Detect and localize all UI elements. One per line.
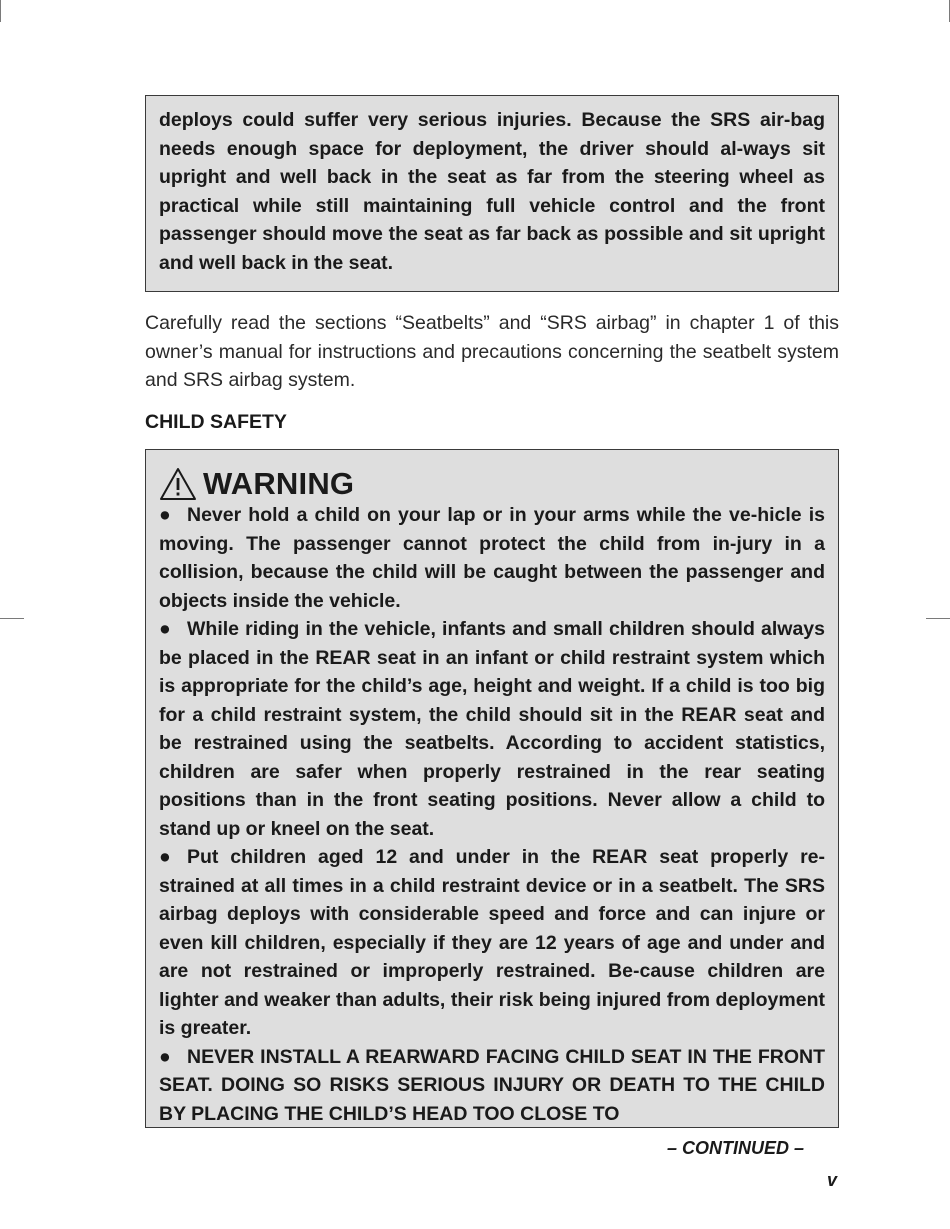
warning-list [159, 501, 825, 1128]
crop-mark [0, 0, 1, 22]
warning-item: ● NEVER INSTALL A REARWARD FACING CHILD SEAT IN THE FRONT SEAT. DOING SO RISKS SERIOUS INJURY OR DEATH TO THE CHILD BY PLACING THE CHILD’S HEAD TOO CLOSE TO [159, 1043, 825, 1129]
body-paragraph: Carefully read the sections “Seatbelts” and “SRS airbag” in chapter 1 of this owner’s manual for instructions and precautions concerning the seatbelt system and SRS airbag system. [145, 312, 839, 391]
crop-mark [926, 618, 950, 619]
warning-item: ● While riding in the vehicle, infants and small children should always be placed in the REAR seat in an infant or child restraint system which is appropriate for the child’s age, height and weight. If a child is too big for a child restraint system, the child should sit in the REAR seat and be restrained using the seatbelts. According to accident statistics, children are safer when properly restrained in the rear seating positions than in the front seating positions. Never allow a child to stand up or kneel on the seat. [159, 615, 825, 843]
page-number: v [826, 1170, 837, 1190]
warning-header [159, 463, 825, 501]
warning-item: ● Put children aged 12 and under in the REAR seat properly re-strained at all times in a child restraint device or in a seatbelt. The SRS airbag deploys with considerable speed and force and can injure or even kill children, especially if they are 12 years of age and under and are not restrained or improperly restrained. Be-cause children are lighter and weaker than adults, their risk being injured from deployment is greater. [159, 843, 825, 1043]
warning-item: ● Never hold a child on your lap or in your arms while the ve-hicle is moving. The passenger cannot protect the child from in-jury in a collision, because the child will be caught between the passenger and objects inside the vehicle. [159, 501, 825, 615]
section-heading: CHILD SAFETY [145, 411, 287, 433]
warning-box [145, 449, 839, 1128]
bullet-icon: ● [159, 504, 171, 526]
bullet-icon: ● [159, 618, 171, 640]
crop-mark [0, 618, 24, 619]
caution-box-continued [145, 95, 839, 292]
bullet-icon: ● [159, 846, 171, 868]
warning-title: WARNING [203, 466, 355, 501]
continued-label: – CONTINUED – [666, 1138, 804, 1158]
bullet-icon: ● [159, 1045, 171, 1068]
caution-text: deploys could suffer very serious injuries. Because the SRS air-bag needs enough space for deployment, the driver should al-ways sit upright and well back in the seat as far from the steering wheel as practical while still maintaining full vehicle control and the front passenger should move the seat as far back as possible and sit upright and well back in the seat. [159, 109, 825, 274]
warning-triangle-icon [159, 467, 197, 501]
